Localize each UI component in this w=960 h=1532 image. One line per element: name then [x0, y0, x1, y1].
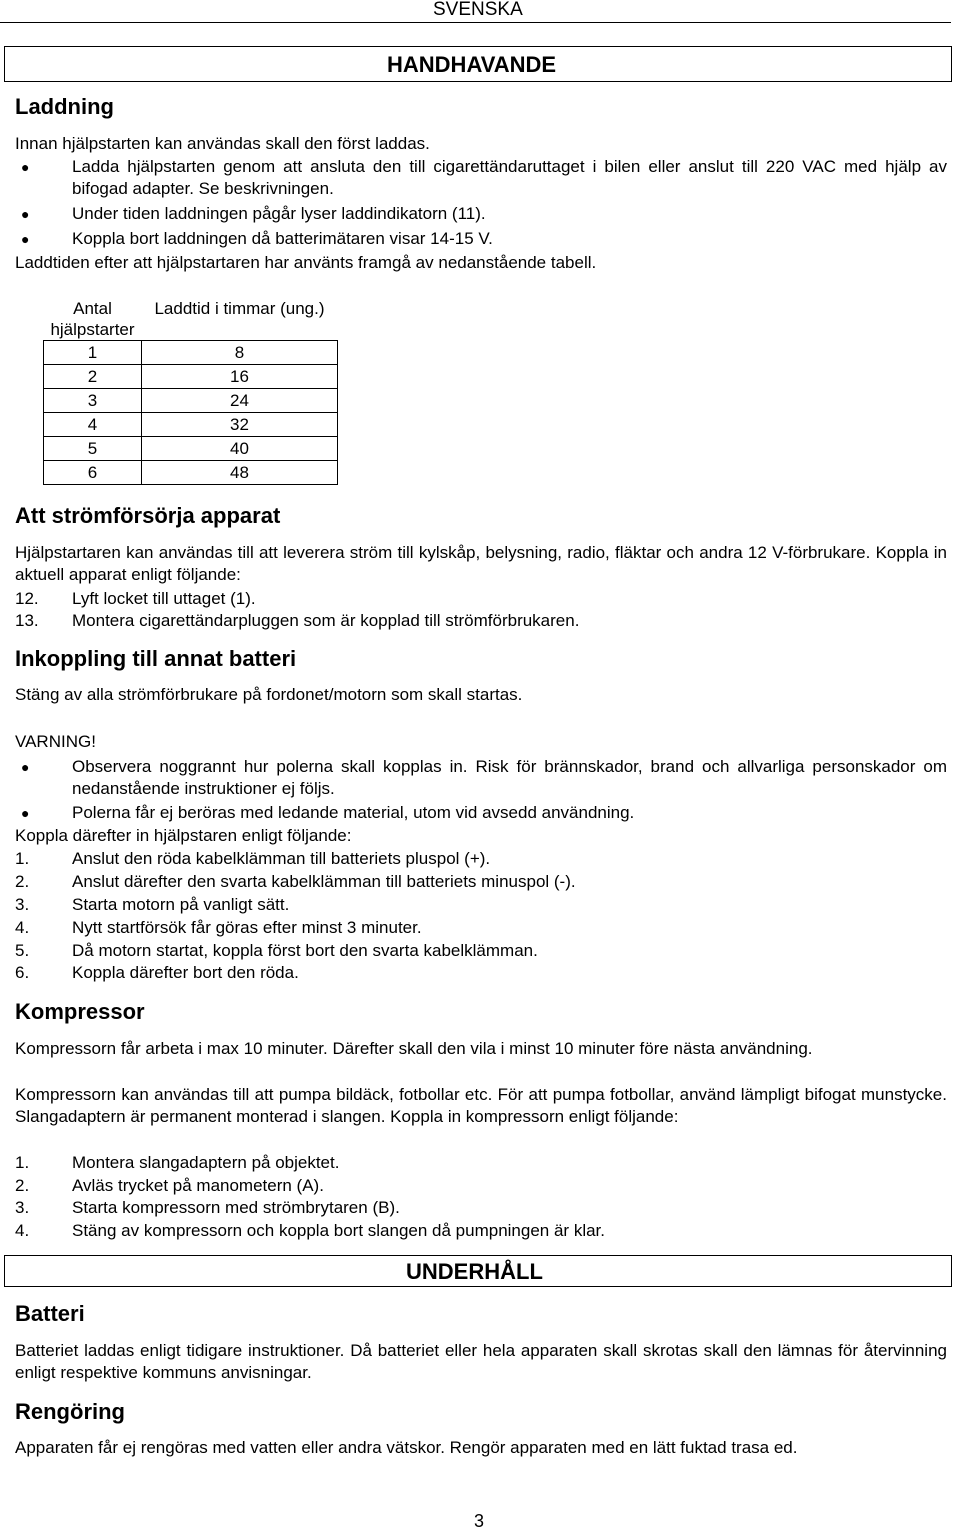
- list-number: 2.: [15, 872, 30, 891]
- kompressor-p2: Kompressorn kan användas till att pumpa bildäck, fotbollar etc. För att pumpa fotbollar, använd lämpligt bifogat munstycke. Slangadaptern är permanent monterad i slangen. Koppla in kompressorn enligt följande:: [15, 1085, 947, 1126]
- list-text: Montera cigarettändarpluggen som är kopplad till strömförbrukaren.: [72, 611, 580, 630]
- table-cell: 40: [142, 437, 338, 461]
- table-cell: 24: [142, 389, 338, 413]
- table-cell: 8: [142, 341, 338, 365]
- table-cell: 5: [44, 437, 142, 461]
- warning-label: VARNING!: [15, 732, 96, 751]
- list-text: Montera slangadaptern på objektet.: [72, 1153, 340, 1172]
- list-text: Stäng av kompressorn och koppla bort slangen då pumpningen är klar.: [72, 1221, 605, 1240]
- list-number: 12.: [15, 589, 39, 608]
- stromforsorja-text: Hjälpstartaren kan användas till att leverera ström till kylskåp, belysning, radio, fläktar och andra 12 V-förbrukare. Koppla in aktuell apparat enligt följande:: [15, 543, 947, 584]
- kompressor-p1: Kompressorn får arbeta i max 10 minuter. Därefter skall den vila i minst 10 minuter före nästa användning.: [15, 1039, 813, 1058]
- bullet-text: Under tiden laddningen pågår lyser laddindikatorn (11).: [72, 204, 486, 223]
- list-text: Starta kompressorn med strömbrytaren (B).: [72, 1198, 400, 1217]
- list-text: Avläs trycket på manometern (A).: [72, 1176, 324, 1195]
- section-title-underhall: UNDERHÅLL: [406, 1259, 543, 1284]
- bullet-icon: ●: [21, 206, 30, 222]
- bullet-icon: ●: [21, 805, 30, 821]
- list-text: Anslut den röda kabelklämman till batteriets pluspol (+).: [72, 849, 491, 868]
- batteri-text: Batteriet laddas enligt tidigare instruktioner. Då batteriet eller hela apparaten skall skrotas skall den lämnas för återvinning enligt respektive kommuns anvisningar.: [15, 1341, 947, 1382]
- table-cell: 3: [44, 389, 142, 413]
- table-cell: 2: [44, 365, 142, 389]
- header-rule: [0, 22, 951, 23]
- table-cell: 4: [44, 413, 142, 437]
- list-number: 5.: [15, 941, 30, 960]
- list-text: Nytt startförsök får göras efter minst 3 minuter.: [72, 918, 422, 937]
- table-row: [44, 341, 338, 365]
- table-row: [44, 389, 338, 413]
- bullet-text: Koppla bort laddningen då batterimätaren visar 14-15 V.: [72, 229, 493, 248]
- heading-inkoppling: Inkoppling till annat batteri: [15, 646, 297, 671]
- heading-kompressor: Kompressor: [15, 999, 145, 1024]
- list-number: 13.: [15, 611, 39, 630]
- bullet-text: Ladda hjälpstarten genom att ansluta den till cigarettändaruttaget i bilen eller anslut till 220 VAC med hjälp av bifogad adapter. Se beskrivningen.: [72, 157, 947, 198]
- bullet-text: Polerna får ej beröras med ledande material, utom vid avsedd användning.: [72, 803, 635, 822]
- laddning-intro: Innan hjälpstarten kan användas skall den först laddas.: [15, 134, 430, 153]
- bullet-text: Observera noggrannt hur polerna skall kopplas in. Risk för brännskador, brand och allvarliga personskador om nedanstående instruktioner ej följs.: [72, 757, 947, 798]
- table-row: [44, 437, 338, 461]
- table-cell: 6: [44, 461, 142, 485]
- list-number: 4.: [15, 918, 30, 937]
- heading-rengoring: Rengöring: [15, 1399, 125, 1424]
- bullet-icon: ●: [21, 159, 30, 175]
- language-label: SVENSKA: [433, 0, 523, 20]
- inkoppling-steps-intro: Koppla därefter in hjälpstaren enligt följande:: [15, 826, 352, 845]
- list-text: Lyft locket till uttaget (1).: [72, 589, 256, 608]
- table-row: [44, 461, 338, 485]
- table-row: [44, 413, 338, 437]
- heading-batteri: Batteri: [15, 1301, 85, 1326]
- list-number: 3.: [15, 1198, 30, 1217]
- list-text: Starta motorn på vanligt sätt.: [72, 895, 290, 914]
- list-number: 4.: [15, 1221, 30, 1240]
- list-text: Koppla därefter bort den röda.: [72, 963, 299, 982]
- table-header-time: Laddtid i timmar (ung.): [154, 299, 325, 318]
- table-cell: 48: [142, 461, 338, 485]
- section-title-handhavande: HANDHAVANDE: [387, 52, 557, 77]
- list-number: 1.: [15, 849, 30, 868]
- list-number: 6.: [15, 963, 30, 982]
- inkoppling-text: Stäng av alla strömförbrukare på fordonet/motorn som skall startas.: [15, 685, 523, 704]
- list-text: Då motorn startat, koppla först bort den svarta kabelklämman.: [72, 941, 538, 960]
- table-cell: 16: [142, 365, 338, 389]
- heading-laddning: Laddning: [15, 94, 114, 119]
- table-row: [44, 365, 338, 389]
- list-text: Anslut därefter den svarta kabelklämman till batteriets minuspol (-).: [72, 872, 576, 891]
- page-number: 3: [474, 1511, 485, 1531]
- bullet-icon: ●: [21, 759, 30, 775]
- rengoring-text: Apparaten får ej rengöras med vatten eller andra vätskor. Rengör apparaten med en lätt fuktad trasa ed.: [15, 1438, 798, 1457]
- table-cell: 1: [44, 341, 142, 365]
- table-cell: 32: [142, 413, 338, 437]
- list-number: 2.: [15, 1176, 30, 1195]
- laddning-table-intro: Laddtiden efter att hjälpstartaren har använts framgå av nedanstående tabell.: [15, 253, 597, 272]
- bullet-icon: ●: [21, 231, 30, 247]
- list-number: 3.: [15, 895, 30, 914]
- list-number: 1.: [15, 1153, 30, 1172]
- table-header-count: Antal hjälpstarter: [50, 299, 135, 339]
- heading-stromforsorja: Att strömförsörja apparat: [15, 503, 281, 528]
- charging-time-table: [43, 298, 338, 485]
